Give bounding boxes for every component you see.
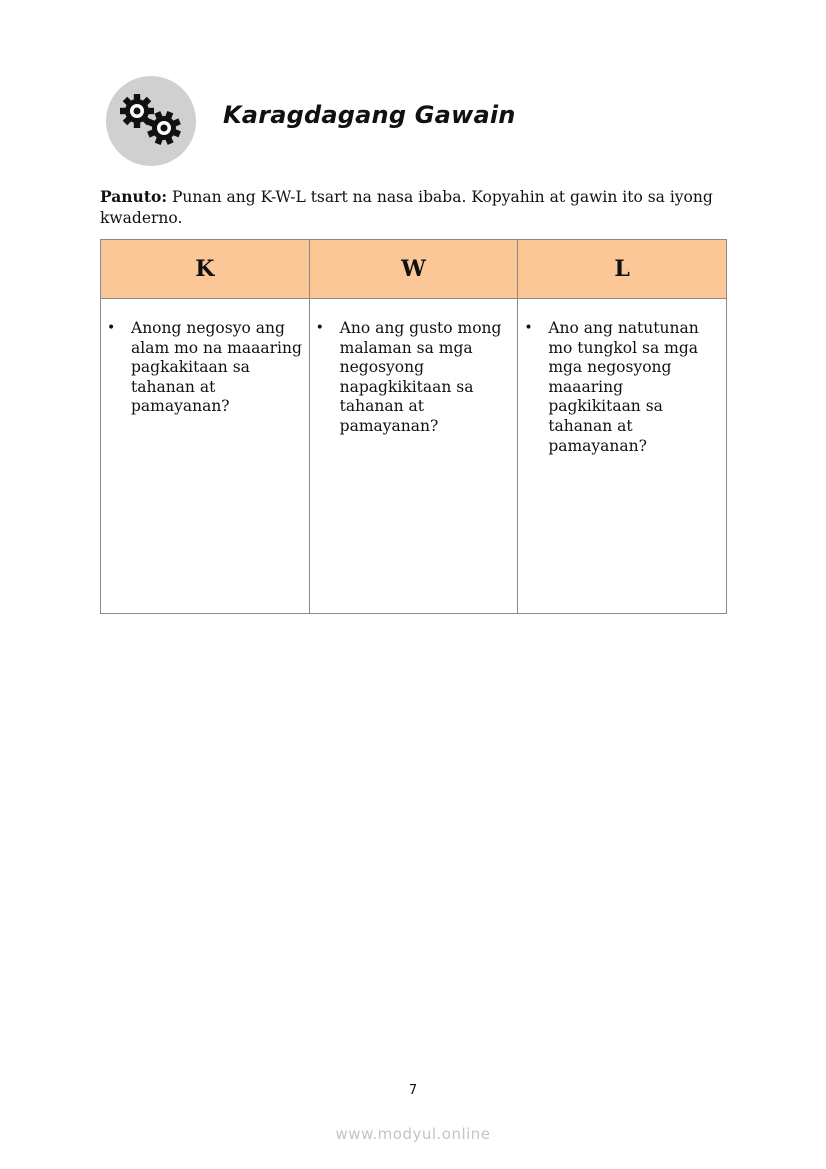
instructions — [100, 186, 730, 229]
bullet-icon: • — [107, 320, 116, 336]
section-title: Karagdagang Gawain — [223, 101, 516, 129]
kwl-question-w: Ano ang gusto mong malaman sa mga negosyong napagkikitaan sa tahanan at pamayanan? — [339, 319, 502, 435]
instructions-label: Panuto: — [100, 187, 168, 206]
kwl-question-k: Anong negosyo ang alam mo na maaaring pagkakitaan sa tahanan at pamayanan? — [131, 319, 302, 416]
kwl-header-row — [101, 240, 727, 299]
kwl-heading-k: K — [101, 240, 310, 299]
watermark: www.modyul.online — [335, 1125, 491, 1143]
kwl-chart — [100, 239, 727, 614]
bullet-icon: • — [315, 320, 324, 336]
page-number: 7 — [408, 1083, 418, 1098]
gears-icon — [106, 76, 196, 166]
kwl-heading-w: W — [309, 240, 518, 299]
kwl-heading-l: L — [518, 240, 727, 299]
bullet-icon: • — [524, 320, 533, 336]
kwl-cell-w — [309, 299, 518, 614]
kwl-cell-k — [101, 299, 310, 614]
kwl-cell-l — [518, 299, 727, 614]
kwl-body-row — [101, 299, 727, 614]
kwl-question-l: Ano ang natutunan mo tungkol sa mga mga negosyong maaaring pagkikitaan sa tahanan at pamayanan? — [548, 319, 699, 455]
instructions-text: Punan ang K-W-L tsart na nasa ibaba. Kopyahin at gawin ito sa iyong kwaderno. — [100, 188, 713, 227]
